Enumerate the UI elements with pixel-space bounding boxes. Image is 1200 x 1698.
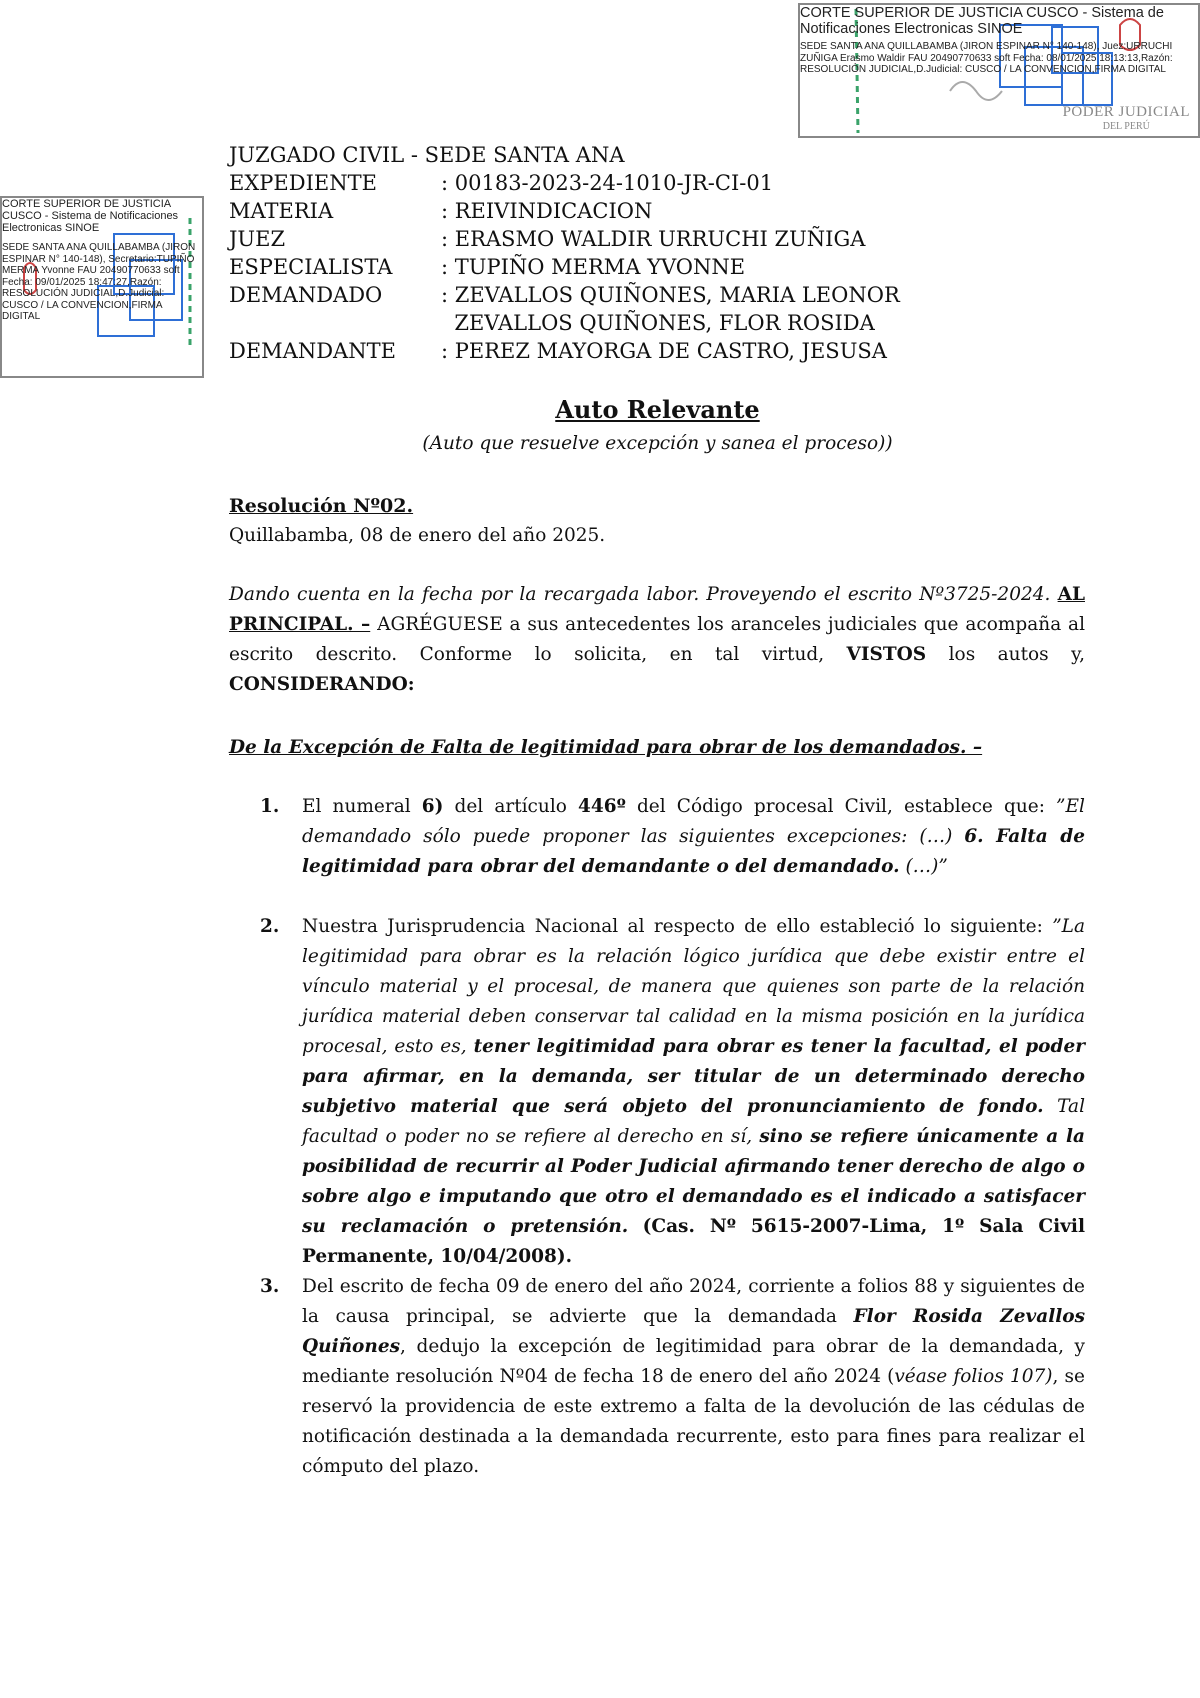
item-text: del Código procesal Civil, establece que: [636, 796, 1045, 817]
al-principal: AL PRINCIPAL. – [229, 584, 1085, 635]
item-number: 1. [260, 796, 280, 817]
header-value: : PEREZ MAYORGA DE CASTRO, JESUSA [441, 339, 887, 363]
item-quote: ”El demandado sólo puede proponer las siguientes excepciones: (…) [302, 796, 1085, 847]
header-row-juez [229, 225, 900, 253]
list-item [262, 1272, 1085, 1482]
intro-body: AGRÉGUESE a sus antecedentes los aranceles judiciales que acompaña al escrito descrito. Conforme lo solicita, en tal virtud, [229, 614, 1085, 665]
document-title: Auto Relevante [555, 395, 760, 424]
header-label: EXPEDIENTE [229, 171, 377, 195]
header-label: DEMANDADO [229, 283, 383, 307]
item-text: Del escrito de fecha 09 de enero del año 2024, corriente a folios 88 y siguientes de la causa principal, se advierte que la demandada [302, 1276, 1085, 1327]
list-item [262, 912, 1085, 1272]
item-text: del artículo [454, 796, 567, 817]
document-subtitle: (Auto que resuelve excepción y sanea el proceso)) [422, 433, 893, 454]
intro-italic: Dando cuenta en la fecha por la recargada labor. Proveyendo el escrito Nº3725-2024. [229, 584, 1051, 605]
header-label: JUEZ [229, 227, 286, 251]
item-quote: ”La legitimidad para obrar es la relación lógico jurídica que debe existir entre el vínculo material y el procesal, de manera que quienes son parte de la relación jurídica material deben conservar tal calidad en la misma posición en la jurídica procesal, esto es, [302, 916, 1085, 1057]
header-label: ESPECIALISTA [229, 255, 393, 279]
list-item [262, 792, 1085, 882]
item-text-bold: 446º [577, 796, 626, 817]
item-text: El numeral [302, 796, 411, 817]
header-value: : ZEVALLOS QUIÑONES, MARIA LEONOR [441, 283, 900, 307]
digital-signature-stamp-judge [798, 3, 1200, 138]
stamp-top-title: CORTE SUPERIOR DE JUSTICIA CUSCO - Sistema de Notificaciones Electronicas SINOE [800, 5, 1164, 37]
digital-signature-stamp-secretary [0, 196, 204, 378]
header-label [229, 309, 441, 337]
header-row-demandante [229, 337, 900, 365]
header-row-demandado [229, 281, 900, 309]
header-value: ZEVALLOS QUIÑONES, FLOR ROSIDA [441, 311, 875, 335]
header-label: MATERIA [229, 199, 334, 223]
item-citation: (Cas. Nº 5615-2007-Lima, 1º Sala Civil Permanente, 10/04/2008). [302, 1216, 1085, 1267]
item-number: 3. [260, 1276, 280, 1297]
stamp-top-details: SEDE SANTA ANA QUILLABAMBA (JIRON ESPINAR N° 140-148), Juez:URRUCHI ZUÑIGA Erasmo Waldir FAU 20490770633 soft Fecha: 08/01/2025 18:13:13,Razón: RESOLUCIÓN JUDICIAL,D.Judicial: CUSCO / LA CONVENCION,FIRMA DIGITAL [800, 41, 1173, 75]
header-label: DEMANDANTE [229, 339, 396, 363]
resolution-number: Resolución Nº02. [229, 495, 414, 517]
item-text: , se reservó la providencia de este extremo a falta de la devolución de las cédulas de notificación destinada a la demandada recurrente, esto para fines para realizar el cómputo del plazo. [302, 1366, 1085, 1477]
item-quote-bold: 6. Falta de legitimidad para obrar del demandante o del demandado. [302, 826, 1085, 877]
header-row-expediente [229, 169, 900, 197]
header-value: : ERASMO WALDIR URRUCHI ZUÑIGA [441, 227, 866, 251]
court-name: JUZGADO CIVIL - SEDE SANTA ANA [229, 143, 625, 167]
case-header [229, 141, 900, 365]
intro-body-2: los autos y, [948, 644, 1085, 665]
item-text: , dedujo la excepción de legitimidad para obrar de la demandada, y mediante resolución Nº04 de fecha 18 de enero del año 2024 ( [302, 1336, 1085, 1387]
item-quote-bold: tener legitimidad para obrar es tener la facultad, el poder para afirmar, en la demanda, ser titular de un determinado derecho subjetivo material que será objeto del pronunciamiento de fondo. [302, 1036, 1085, 1117]
header-value: : REIVINDICACION [441, 199, 653, 223]
item-quote: Tal facultad o poder no se refiere al derecho en sí, [302, 1096, 1085, 1147]
date-line: Quillabamba, 08 de enero del año 2025. [229, 525, 606, 546]
item-quote: (…)” [905, 856, 948, 877]
item-number: 2. [260, 916, 280, 937]
item-quote-bold: sino se refiere únicamente a la posibilidad de recurrir al Poder Judicial afirmando tener derecho de algo o sobre algo e imputando que otro el demandado es el indicado a satisfacer su reclamación o pretensión. [302, 1126, 1085, 1237]
item-reference: véase folios 107) [894, 1366, 1053, 1387]
item-name-bold: Flor Rosida Zevallos Quiñones [302, 1306, 1086, 1357]
item-text: Nuestra Jurisprudencia Nacional al respecto de ello estableció lo siguiente: [302, 916, 1043, 937]
header-row-especialista [229, 253, 900, 281]
header-value: : TUPIÑO MERMA YVONNE [441, 255, 746, 279]
stamp-left-details: SEDE SANTA ANA QUILLABAMBA (JIRON ESPINAR N° 140-148), Secretario:TUPIÑO MERMA Yvonne FAU 20490770633 soft Fecha: 09/01/2025 18:47:27,Razón: RESOLUCIÓN JUDICIAL,D.Judicial: CUSCO / LA CONVENCION,FIRMA DIGITAL [2, 242, 196, 322]
section-heading: De la Excepción de Falta de legitimidad para obrar de los demandados. – [229, 737, 983, 758]
header-value: : 00183-2023-24-1010-JR-CI-01 [441, 171, 774, 195]
vistos: VISTOS [846, 644, 927, 665]
item-text-bold: 6) [421, 796, 444, 817]
intro-paragraph [229, 580, 1085, 700]
considerando: CONSIDERANDO: [229, 674, 415, 695]
poder-judicial-logo: PODER JUDICIAL DEL PERÚ [1062, 104, 1190, 132]
header-row-materia [229, 197, 900, 225]
stamp-left-title: CORTE SUPERIOR DE JUSTICIA CUSCO - Sistema de Notificaciones Electronicas SINOE [2, 198, 179, 234]
header-row-demandado-2 [229, 309, 900, 337]
